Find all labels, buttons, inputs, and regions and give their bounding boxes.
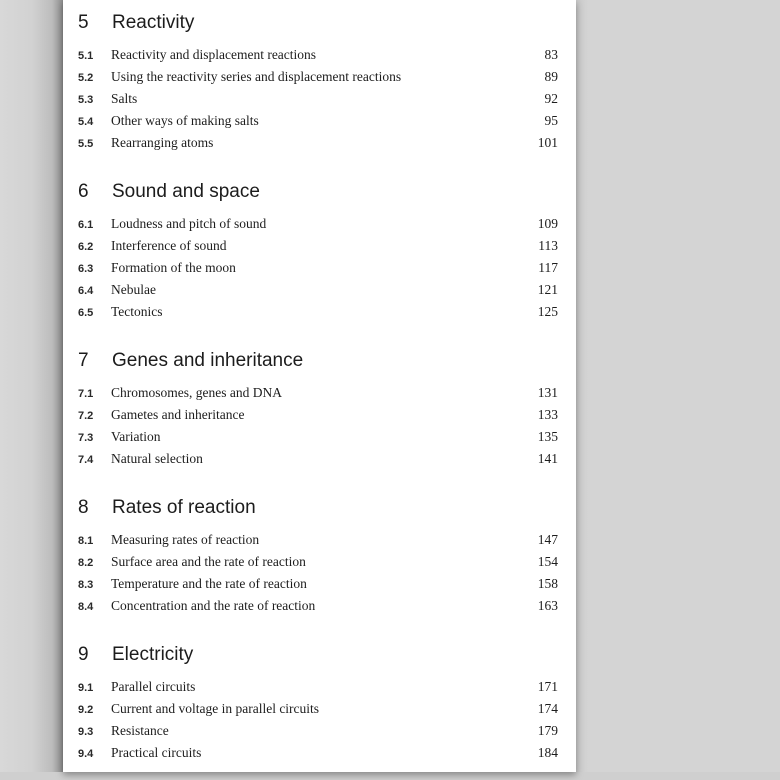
chapter-title: Sound and space [112,181,260,202]
scan-right-gutter [576,0,780,780]
section-title: Interference of sound [111,238,227,253]
section-number: 9.4 [78,748,94,760]
section-page-number: 95 [544,113,558,128]
chapter [78,497,558,617]
section-page-number: 163 [537,598,558,613]
section-number: 8.1 [78,535,94,547]
toc-entry [78,279,558,301]
toc-entry [78,595,558,617]
chapter-heading [78,181,558,203]
section-title: Tectonics [111,304,163,319]
toc-entry [78,448,558,470]
toc-entry [78,529,558,551]
section-number: 7.3 [78,432,94,444]
section-number: 5.1 [78,50,94,62]
toc-entry [78,404,558,426]
chapter-heading [78,12,558,34]
section-page-number: 101 [537,135,558,150]
chapter-title: Reactivity [112,12,195,33]
chapter-number: 6 [78,181,89,202]
chapter-number: 7 [78,350,89,371]
toc-entry [78,720,558,742]
chapter-number: 9 [78,644,89,665]
section-page-number: 117 [538,260,558,275]
section-title: Salts [111,91,138,106]
chapter-sections [78,213,558,323]
section-page-number: 184 [537,745,558,760]
section-page-number: 174 [537,701,558,716]
section-title: Nebulae [111,282,156,297]
section-number: 5.5 [78,138,94,150]
toc-entry [78,88,558,110]
section-title: Resistance [111,723,169,738]
section-page-number: 147 [537,532,558,547]
table-of-contents [78,12,558,764]
section-number: 7.2 [78,410,94,422]
section-page-number: 179 [537,723,558,738]
section-number: 6.5 [78,307,94,319]
section-page-number: 113 [538,238,558,253]
section-title: Temperature and the rate of reaction [111,576,307,591]
section-title: Rearranging atoms [111,135,214,150]
section-page-number: 125 [537,304,558,319]
section-title: Surface area and the rate of reaction [111,554,306,569]
section-page-number: 121 [537,282,558,297]
chapter [78,644,558,764]
toc-entry [78,235,558,257]
section-page-number: 171 [537,679,558,694]
chapter-heading [78,644,558,666]
section-number: 6.4 [78,285,94,297]
toc-entry [78,426,558,448]
section-page-number: 131 [537,385,558,400]
section-number: 5.3 [78,94,94,106]
section-number: 5.2 [78,72,94,84]
toc-entry [78,132,558,154]
section-number: 6.3 [78,263,94,275]
chapter-title: Electricity [112,644,194,665]
toc-entry [78,676,558,698]
toc-entry [78,573,558,595]
chapter-sections [78,382,558,470]
toc-entry [78,66,558,88]
section-title: Reactivity and displacement reactions [111,47,317,62]
chapter-heading [78,350,558,372]
section-number: 9.1 [78,682,94,694]
scan-bottom-gutter [0,772,780,780]
chapter-title: Genes and inheritance [112,350,304,371]
section-number: 8.3 [78,579,94,591]
section-page-number: 92 [544,91,558,106]
section-title: Loudness and pitch of sound [111,216,267,231]
toc-entry [78,110,558,132]
toc-entry [78,213,558,235]
section-title: Natural selection [111,451,203,466]
section-number: 9.3 [78,726,94,738]
chapter-heading [78,497,558,519]
section-number: 8.2 [78,557,94,569]
section-title: Current and voltage in parallel circuits [111,701,320,716]
section-title: Parallel circuits [111,679,196,694]
section-title: Using the reactivity series and displacement reactions [111,69,402,84]
toc-entry [78,301,558,323]
toc-entry [78,551,558,573]
section-number: 7.1 [78,388,94,400]
toc-entry [78,44,558,66]
chapter [78,350,558,470]
chapter-sections [78,44,558,154]
section-title: Practical circuits [111,745,202,760]
chapter [78,181,558,323]
section-page-number: 83 [544,47,558,62]
section-page-number: 154 [537,554,558,569]
section-number: 5.4 [78,116,94,128]
section-title: Formation of the moon [111,260,236,275]
section-title: Measuring rates of reaction [111,532,260,547]
section-page-number: 158 [537,576,558,591]
section-number: 7.4 [78,454,94,466]
chapter-sections [78,529,558,617]
chapter [78,12,558,154]
chapter-number: 8 [78,497,89,518]
section-number: 6.2 [78,241,94,253]
toc-entry [78,382,558,404]
section-number: 9.2 [78,704,94,716]
section-page-number: 89 [544,69,558,84]
section-title: Variation [111,429,161,444]
section-page-number: 133 [537,407,558,422]
toc-entry [78,257,558,279]
section-page-number: 141 [537,451,558,466]
section-title: Other ways of making salts [111,113,259,128]
section-page-number: 135 [537,429,558,444]
chapter-sections [78,676,558,764]
chapter-title: Rates of reaction [112,497,256,518]
chapter-number: 5 [78,12,89,33]
toc-entry [78,742,558,764]
scan-left-gutter [0,0,63,780]
section-title: Chromosomes, genes and DNA [111,385,282,400]
section-number: 8.4 [78,601,94,613]
book-page [63,0,576,772]
section-number: 6.1 [78,219,94,231]
section-page-number: 109 [537,216,558,231]
toc-entry [78,698,558,720]
section-title: Concentration and the rate of reaction [111,598,316,613]
section-title: Gametes and inheritance [111,407,245,422]
